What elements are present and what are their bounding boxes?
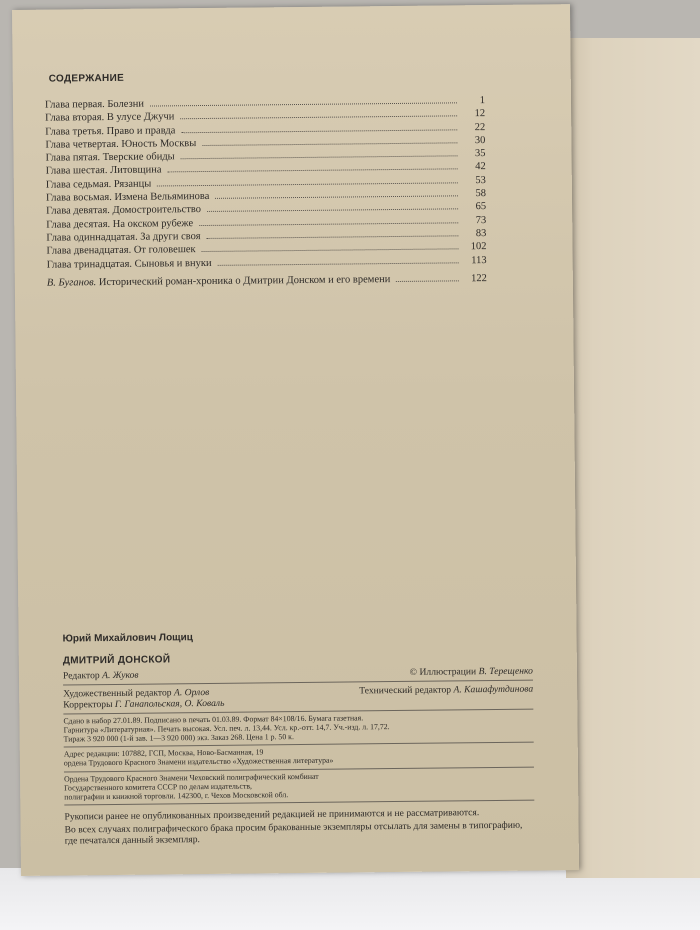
chapter-page: 83: [475, 228, 487, 240]
chapter-title: Глава четвертая. Юность Москвы: [45, 137, 197, 151]
leader-dots: [215, 195, 458, 199]
editor-line: [63, 666, 533, 682]
leader-dots: [396, 280, 459, 282]
note-defects: Во всех случаях полиграфического брака просим бракованные экземпляры отсылать для замены в типографию, где печатался данный экземпляр.: [64, 820, 523, 847]
chapter-page: 73: [475, 214, 487, 226]
toc-afterword-row: [47, 273, 487, 291]
chapter-title: Глава вторая. В улусе Джучи: [45, 111, 175, 124]
book-page: [12, 4, 579, 876]
chapter-title: Глава двенадцатая. От головешек: [46, 244, 196, 257]
leader-dots: [207, 209, 458, 213]
imprint-author: Юрий Михайлович Лощиц: [62, 632, 193, 645]
proofreaders-label: Корректоры: [63, 698, 113, 711]
tech-line: Гарнитура «Литературная». Печать высокая. Усл. печ. л. 13,44. Усл. кр.-отт. 14,7. Уч.-изд. л. 17,72.: [63, 721, 390, 735]
editor-name: А. Жуков: [102, 669, 139, 682]
leader-dots: [181, 129, 457, 133]
art-editor-name: А. Орлов: [173, 686, 210, 699]
printer-line: Государственного комитета СССР по делам издательств,: [64, 781, 253, 793]
chapter-title: Глава одиннадцатая. За други своя: [46, 231, 201, 244]
chapter-page: 102: [470, 241, 487, 253]
chapter-page: 113: [471, 254, 487, 266]
publisher-line: ордена Трудового Красного Знамени издательство «Художественная литература»: [63, 755, 334, 768]
tech-editor-name: А. Кашафутдинова: [453, 683, 534, 696]
tech-line: Тираж 3 920 000 (1-й зав. 1—3 920 000) экз. Заказ 268. Цена 1 р. 50 к.: [63, 731, 294, 744]
chapter-page: 22: [474, 121, 486, 133]
chapter-title: Глава седьмая. Рязанцы: [45, 178, 152, 191]
leader-dots: [181, 156, 458, 160]
facing-page: [566, 38, 700, 878]
afterword-entry: [47, 274, 391, 289]
afterword-page: 122: [471, 272, 487, 285]
chapter-title: Глава тринадцатая. Сыновья и внуки: [46, 257, 212, 271]
leader-dots: [207, 235, 459, 239]
note-manuscripts: Рукописи ранее не опубликованных произведений редакцией не принимаются и не рассматриваются.: [64, 807, 480, 823]
leader-dots: [202, 142, 457, 146]
imprint-book-title: ДМИТРИЙ ДОНСКОЙ: [62, 654, 171, 667]
chapter-page: 53: [475, 174, 486, 186]
table-of-contents: [45, 95, 487, 291]
leader-dots: [202, 249, 459, 253]
chapter-title: Глава первая. Болезни: [44, 98, 144, 111]
printer-line: Ордена Трудового Красного Знамени Чеховский полиграфический комбинат: [64, 771, 319, 784]
publisher-line: Адрес редакции: 107882, ГСП, Москва, Ново-Басманная, 19: [63, 747, 264, 759]
chapter-page: 1: [479, 95, 486, 107]
chapter-title: Глава восьмая. Измена Вельяминова: [45, 191, 210, 204]
proofreaders-names: Г. Ганапольская, О. Коваль: [114, 697, 225, 710]
chapter-page: 42: [475, 161, 486, 173]
chapter-page: 65: [475, 201, 487, 213]
tech-line: Сдано в набор 27.01.89. Подписано в печать 01.03.89. Формат 84×108/16. Бумага газетная.: [63, 713, 364, 726]
leader-dots: [150, 102, 457, 106]
illustrations-label: © Иллюстрации: [409, 666, 477, 678]
chapter-page: 58: [475, 188, 487, 200]
chapter-title: Глава пятая. Тверские обиды: [45, 151, 175, 164]
tech-editor-label: Технический редактор: [359, 684, 452, 697]
chapter-page: 12: [474, 108, 486, 120]
editor-label: Редактор: [62, 670, 100, 682]
chapter-page: 35: [474, 148, 486, 160]
toc-heading: СОДЕРЖАНИЕ: [48, 72, 125, 85]
leader-dots: [157, 182, 458, 186]
printer-line: полиграфии и книжной торговли. 142300, г. Чехов Московской обл.: [64, 789, 289, 802]
leader-dots: [180, 116, 457, 120]
afterword-author: В. Буганов.: [46, 276, 97, 289]
leader-dots: [168, 169, 458, 173]
chapter-page: 30: [474, 134, 486, 147]
afterword-title: Исторический роман-хроника о Дмитрии Донском и его времени: [98, 273, 391, 288]
chapter-title: Глава десятая. На окском рубеже: [46, 217, 194, 231]
leader-dots: [199, 222, 458, 226]
chapter-title: Глава третья. Право и правда: [45, 124, 176, 138]
imprint-block: [63, 629, 535, 847]
chapter-title: Глава девятая. Домостроительство: [46, 204, 202, 218]
leader-dots: [218, 262, 459, 266]
chapter-title: Глава шестая. Литовщина: [45, 164, 162, 178]
art-editor-label: Художественный редактор: [63, 687, 172, 700]
illustrations-name: В. Терещенко: [478, 665, 534, 678]
